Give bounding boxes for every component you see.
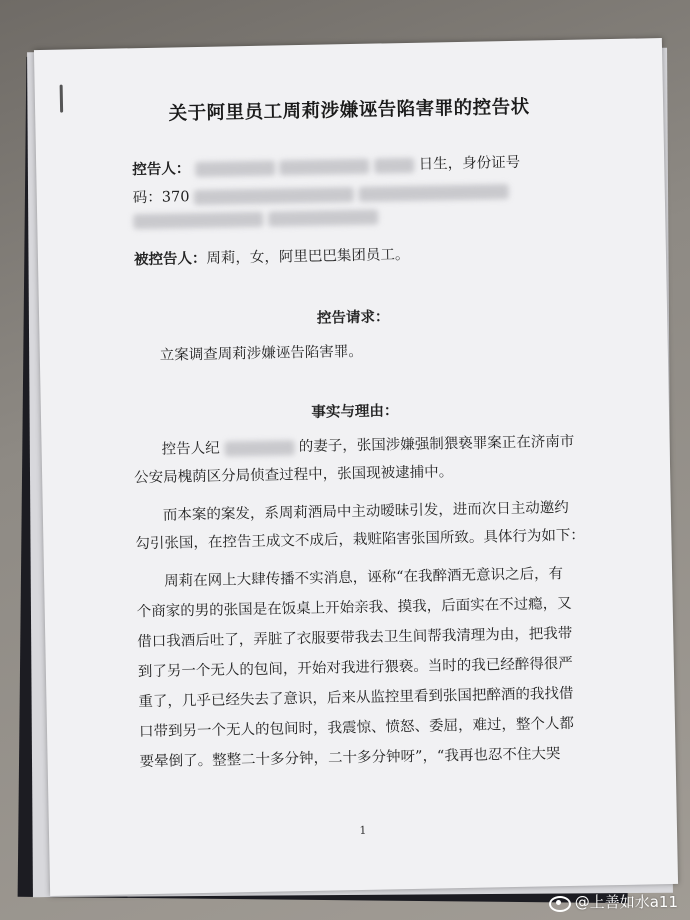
facts-heading: 事实与理由：	[311, 402, 399, 421]
paragraph-2-line-1: 而本案的案发，系周莉酒局中主动暧昧引发，进而次日主动邀约	[162, 499, 569, 524]
paragraph-3-line-1: 周莉在网上大肆传播不实消息，诬称“在我醉酒无意识之后，有	[164, 566, 564, 590]
redacted-id	[194, 186, 354, 204]
redacted-phone	[268, 209, 378, 226]
paragraph-2-line-2: 勾引张国，在控告王成文不成后，栽赃陷害张国所致。具体行为如下：	[135, 527, 586, 553]
paragraph-3-line-2: 个商家的男的张国是在饭桌上开始亲我、摸我，后面实在不过瘾，又	[136, 595, 572, 621]
paragraph-text: 的妻子，张国涉嫌强制猥亵罪案正在济南市	[298, 433, 575, 456]
paragraph-3-line-4: 到了另一个无人的包间，开始对我进行猥亵。当时的我已经醉得很严	[137, 655, 573, 681]
paragraph-3-line-6: 口带到另一个无人的包间时，我震惊、愤怒、委屈，难过，整个人都	[138, 715, 575, 741]
redacted-name	[195, 160, 275, 177]
complainant-birth-text: 日生，身份证号	[418, 154, 521, 173]
request-text: 立案调查周莉涉嫌诬告陷害罪。	[159, 343, 363, 364]
document-title: 关于阿里员工周莉涉嫌诬告陷害罪的控告状	[168, 96, 530, 125]
respondent-text: 周莉，女，阿里巴巴集团员工。	[206, 246, 410, 267]
document-page	[34, 38, 678, 896]
redacted-address-2	[133, 211, 263, 228]
complainant-label: 控告人：	[132, 160, 191, 179]
paragraph-text: 控告人纪	[161, 440, 220, 458]
complainant-line-1	[132, 151, 520, 179]
complainant-line-2	[133, 179, 509, 207]
respondent-line	[134, 243, 410, 269]
page-number: 1	[359, 823, 367, 837]
id-prefix: 码：370	[132, 189, 190, 207]
redacted-date	[374, 157, 414, 173]
paragraph-3-line-3: 借口我酒后吐了，弄脏了衣服要带我去卫生间帮我清理为由，把我带	[137, 625, 573, 651]
paragraph-1-line-1	[161, 430, 574, 459]
paragraph-3-line-7: 要晕倒了。整整二十多分钟，二十多分钟呀”，“我再也忍不住大哭	[139, 746, 561, 771]
redacted-address	[359, 184, 509, 202]
paragraph-1-line-2: 公安局槐荫区分局侦查过程中，张国现被逮捕中。	[134, 464, 454, 487]
request-heading: 控告请求：	[316, 308, 390, 327]
paragraph-3-line-5: 重了，几乎已经失去了意识，后来从监控里看到张国把醉酒的我找借	[138, 685, 574, 711]
redacted-complainant-name	[224, 440, 294, 456]
redacted-info	[279, 158, 369, 175]
watermark-text: @上善如水a11	[574, 893, 678, 911]
weibo-icon	[549, 894, 569, 910]
complainant-line-3	[133, 209, 378, 230]
respondent-label: 被控告人：	[133, 249, 207, 269]
weibo-watermark	[549, 891, 678, 912]
